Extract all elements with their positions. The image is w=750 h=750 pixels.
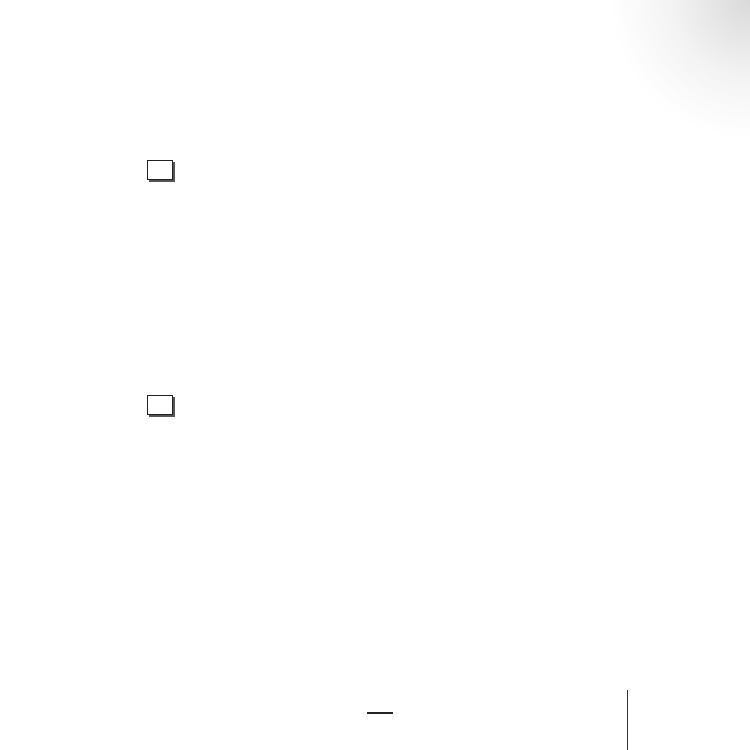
margin-line [627, 690, 628, 750]
exercise-17-number [147, 160, 173, 180]
scan-speckle [610, 0, 750, 140]
page-number-rule [367, 712, 393, 714]
exercise-18-number [147, 395, 173, 415]
exercise-18-example-1 [186, 414, 242, 428]
